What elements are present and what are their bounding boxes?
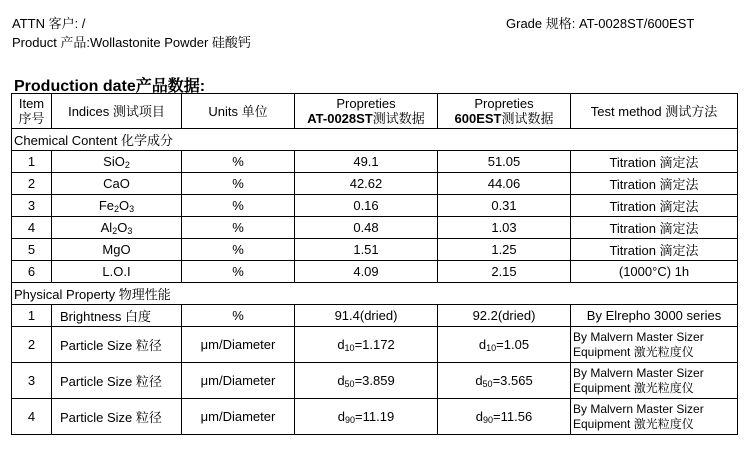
- table-row: [12, 151, 738, 173]
- item-cell: 6: [12, 261, 52, 283]
- method-cell: By Elrepho 3000 series: [571, 305, 738, 327]
- unit-cell: %: [182, 195, 295, 217]
- method-cell: (1000°C) 1h: [571, 261, 738, 283]
- value-600est: $d_{90}=11.56$: [438, 399, 571, 435]
- indices-cell: Particle Size 粒径: [52, 327, 182, 363]
- method-cell: By Malvern Master Sizer Equipment 激光粒度仪: [571, 363, 738, 399]
- unit-cell: %: [182, 151, 295, 173]
- section-chemical: Chemical Content 化学成分: [12, 129, 738, 151]
- value-at0028st: 42.62: [295, 173, 438, 195]
- value-at0028st: 1.51: [295, 239, 438, 261]
- table-row: [12, 305, 738, 327]
- indices-cell: $Fe_2O_3$: [52, 195, 182, 217]
- unit-cell: %: [182, 261, 295, 283]
- indices-cell: L.O.I: [52, 261, 182, 283]
- table-row: [12, 327, 738, 363]
- item-cell: 3: [12, 195, 52, 217]
- item-cell: 1: [12, 305, 52, 327]
- item-cell: 4: [12, 217, 52, 239]
- value-at0028st: 91.4(dried): [295, 305, 438, 327]
- value-at0028st: 49.1: [295, 151, 438, 173]
- unit-cell: μm/Diameter: [182, 399, 295, 435]
- method-cell: Titration 滴定法: [571, 173, 738, 195]
- product-line: Product 产品:Wollastonite Powder 硅酸钙: [12, 35, 251, 50]
- unit-cell: %: [182, 173, 295, 195]
- value-at0028st: $d_{90}=11.19$: [295, 399, 438, 435]
- table-row: [12, 217, 738, 239]
- item-cell: 1: [12, 151, 52, 173]
- value-at0028st: $d_{50}=3.859$: [295, 363, 438, 399]
- table-row: [12, 239, 738, 261]
- value-600est: 1.25: [438, 239, 571, 261]
- value-600est: 44.06: [438, 173, 571, 195]
- indices-cell: CaO: [52, 173, 182, 195]
- section-physical: [12, 283, 738, 305]
- indices-cell: SiO$_2$: [52, 151, 182, 173]
- table-row: [12, 363, 738, 399]
- table-row: [12, 261, 738, 283]
- method-cell: Titration 滴定法: [571, 151, 738, 173]
- spec-table: [11, 93, 738, 435]
- unit-cell: %: [182, 239, 295, 261]
- item-cell: 2: [12, 173, 52, 195]
- unit-cell: %: [182, 305, 295, 327]
- production-date-heading: Production date产品数据:: [14, 78, 206, 95]
- value-600est: 92.2(dried): [438, 305, 571, 327]
- value-600est: 51.05: [438, 151, 571, 173]
- section-physical-label: Physical Property 物理性能: [12, 283, 738, 305]
- value-600est: 0.31: [438, 195, 571, 217]
- header-item: Item 序号: [12, 94, 52, 129]
- indices-cell: Brightness 白度: [52, 305, 182, 327]
- item-cell: 2: [12, 327, 52, 363]
- method-cell: Titration 滴定法: [571, 239, 738, 261]
- table-header-row: [12, 94, 738, 129]
- method-cell: By Malvern Master Sizer Equipment 激光粒度仪: [571, 327, 738, 363]
- indices-cell: Particle Size 粒径: [52, 363, 182, 399]
- item-cell: 4: [12, 399, 52, 435]
- grade-line: Grade 规格: AT-0028ST/600EST: [506, 16, 695, 31]
- unit-cell: μm/Diameter: [182, 363, 295, 399]
- header-test-method: Test method 测试方法: [571, 94, 738, 129]
- unit-cell: μm/Diameter: [182, 327, 295, 363]
- indices-cell: MgO: [52, 239, 182, 261]
- value-at0028st: $d_{10}=1.172$: [295, 327, 438, 363]
- header-units: Units 单位: [182, 94, 295, 129]
- indices-cell: $Al_2O_3$: [52, 217, 182, 239]
- attn-line: ATTN 客户: /: [12, 16, 86, 31]
- value-at0028st: 0.48: [295, 217, 438, 239]
- value-at0028st: 0.16: [295, 195, 438, 217]
- item-cell: 5: [12, 239, 52, 261]
- method-cell: Titration 滴定法: [571, 217, 738, 239]
- header-prop-600est: Propreties 600EST测试数据: [438, 94, 571, 129]
- item-cell: 3: [12, 363, 52, 399]
- value-600est: $d_{50}=3.565$: [438, 363, 571, 399]
- method-cell: Titration 滴定法: [571, 195, 738, 217]
- unit-cell: %: [182, 217, 295, 239]
- table-row: [12, 173, 738, 195]
- indices-cell: Particle Size 粒径: [52, 399, 182, 435]
- value-600est: 2.15: [438, 261, 571, 283]
- header-prop-at0028st: Propreties AT-0028ST测试数据: [295, 94, 438, 129]
- value-600est: 1.03: [438, 217, 571, 239]
- table-row: [12, 399, 738, 435]
- value-600est: $d_{10}=1.05$: [438, 327, 571, 363]
- header-indices: Indices 测试项目: [52, 94, 182, 129]
- value-at0028st: 4.09: [295, 261, 438, 283]
- table-row: [12, 195, 738, 217]
- method-cell: By Malvern Master Sizer Equipment 激光粒度仪: [571, 399, 738, 435]
